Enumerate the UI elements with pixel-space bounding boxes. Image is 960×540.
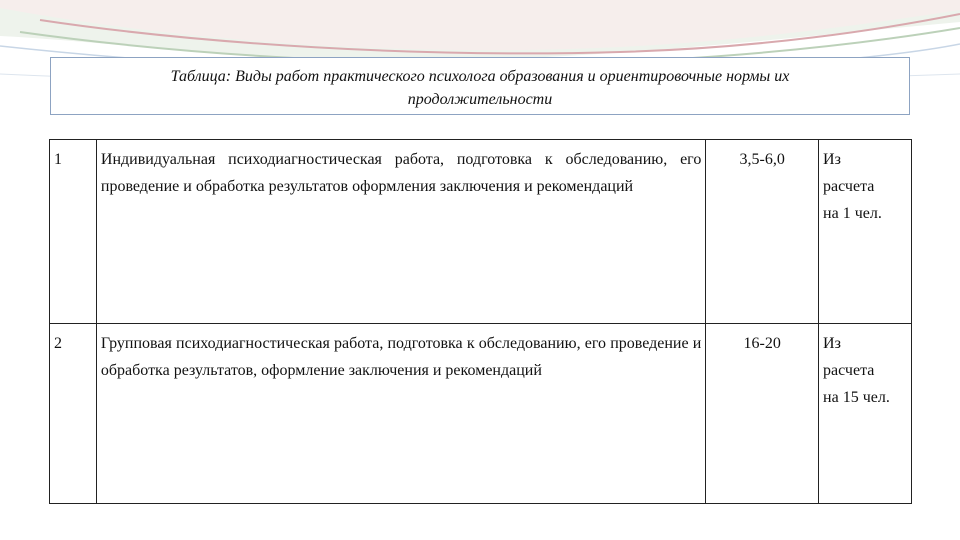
work-norms-table <box>49 139 912 504</box>
norm-note <box>819 324 912 504</box>
work-description: Индивидуальная психодиагностическая работа, подготовка к обследованию, его проведение и обработка результатов оформления заключения и рекомендаций <box>96 140 705 324</box>
time-norm: 16-20 <box>706 324 819 504</box>
table-caption <box>50 57 910 115</box>
note-line: на 15 чел. <box>823 389 890 406</box>
work-description: Групповая психодиагностическая работа, подготовка к обследованию, его проведение и обработка результатов, оформление заключения и рекомендаций <box>96 324 705 504</box>
norm-note <box>819 140 912 324</box>
table-row <box>50 324 912 504</box>
row-number: 1 <box>50 140 97 324</box>
caption-line-2: продолжительности <box>407 91 553 108</box>
note-line: на 1 чел. <box>823 205 882 222</box>
row-number: 2 <box>50 324 97 504</box>
note-line: расчета <box>823 178 875 195</box>
time-norm: 3,5-6,0 <box>706 140 819 324</box>
note-line: Из <box>823 335 841 352</box>
note-line: расчета <box>823 362 875 379</box>
note-line: Из <box>823 151 841 168</box>
caption-line-1: Таблица: Виды работ практического психолога образования и ориентировочные нормы их <box>170 68 790 85</box>
table-row <box>50 140 912 324</box>
